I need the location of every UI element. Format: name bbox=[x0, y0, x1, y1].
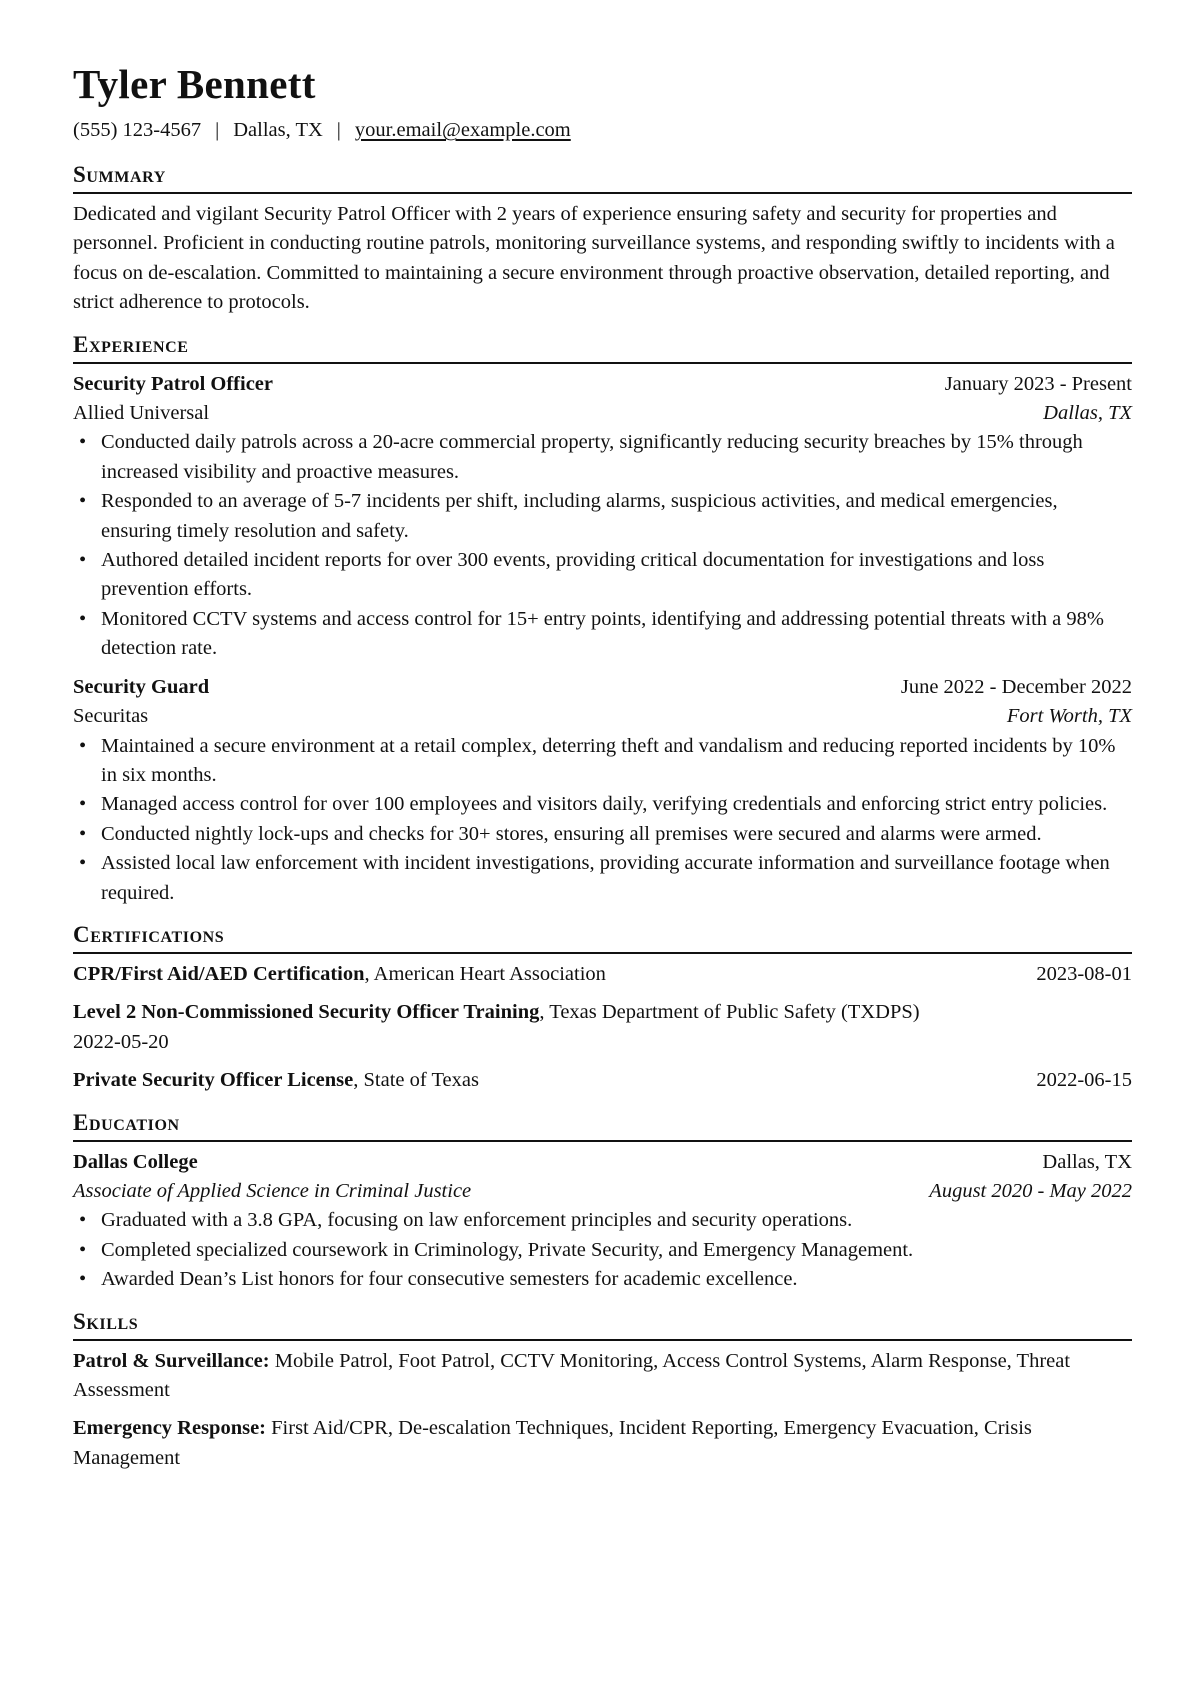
job-entry bbox=[73, 673, 1132, 908]
degree: Associate of Applied Science in Criminal Justice bbox=[73, 1179, 472, 1202]
school-location: Dallas, TX bbox=[1042, 1150, 1132, 1173]
job-entry bbox=[73, 370, 1132, 664]
cert-issuer: , American Heart Association bbox=[364, 962, 606, 985]
resume-page bbox=[73, 60, 1132, 1486]
bullet-item: • Awarded Dean’s List honors for four consecutive semesters for academic excellence. bbox=[73, 1265, 1132, 1294]
company: Securitas bbox=[73, 705, 149, 728]
experience-section bbox=[73, 331, 1132, 908]
bullet-list bbox=[73, 428, 1132, 663]
separator: | bbox=[215, 119, 220, 141]
skills-section bbox=[73, 1308, 1132, 1474]
bullet-list bbox=[73, 732, 1132, 908]
email-link[interactable]: your.email@example.com bbox=[354, 119, 571, 141]
job-title: Security Guard bbox=[73, 675, 210, 698]
cert-entry bbox=[73, 960, 1132, 989]
skill-list: Mobile Patrol, Foot Patrol, CCTV Monitoring, Access Control Systems, Alarm Response, Threat Assessment bbox=[73, 1349, 1071, 1401]
skill-category: Patrol & Surveillance: bbox=[73, 1349, 270, 1372]
section-heading: Skills bbox=[73, 1308, 1132, 1341]
candidate-name: Tyler Bennett bbox=[73, 61, 316, 107]
summary-section bbox=[73, 161, 1132, 318]
cert-name: CPR/First Aid/AED Certification bbox=[73, 962, 365, 985]
cert-issuer: , Texas Department of Public Safety (TXDPS) bbox=[539, 1001, 920, 1024]
company: Allied Universal bbox=[73, 402, 210, 425]
separator: | bbox=[336, 119, 341, 141]
cert-entry bbox=[73, 998, 1132, 1057]
job-location: Fort Worth, TX bbox=[1006, 705, 1132, 728]
section-heading: Summary bbox=[73, 161, 1132, 194]
bullet-item: • Conducted nightly lock-ups and checks for 30+ stores, ensuring all premises were secured and alarms were armed. bbox=[73, 820, 1132, 849]
summary-text: Dedicated and vigilant Security Patrol Officer with 2 years of experience ensuring safety and security for properties and personnel. Proficient in conducting routine patrols, monitoring surveillance systems, and responding swiftly to incidents with a focus on de-escalation. Committed to maintaining a secure environment through proactive observation, detailed reporting, and strict adherence to protocols. bbox=[73, 203, 1115, 314]
bullet-item: • Managed access control for over 100 employees and visitors daily, verifying credentials and enforcing strict entry policies. bbox=[73, 790, 1132, 819]
section-heading: Experience bbox=[73, 331, 1132, 364]
section-heading: Education bbox=[73, 1109, 1132, 1142]
phone: (555) 123-4567 bbox=[73, 119, 202, 141]
section-heading: Certifications bbox=[73, 921, 1132, 954]
bullet-item: • Graduated with a 3.8 GPA, focusing on law enforcement principles and security operations. bbox=[73, 1206, 1132, 1235]
skill-category: Emergency Response: bbox=[73, 1417, 267, 1440]
bullet-item: • Monitored CCTV systems and access control for 15+ entry points, identifying and addressing potential threats with a 98% detection rate. bbox=[73, 605, 1132, 664]
job-title: Security Patrol Officer bbox=[73, 372, 273, 395]
location: Dallas, TX bbox=[233, 119, 323, 141]
contact-line bbox=[73, 116, 1132, 145]
skill-entry bbox=[73, 1414, 1132, 1473]
school-name: Dallas College bbox=[73, 1150, 198, 1173]
job-location: Dallas, TX bbox=[1043, 402, 1132, 425]
cert-date: 2023-08-01 bbox=[1036, 962, 1132, 985]
bullet-item: • Conducted daily patrols across a 20-acre commercial property, significantly reducing security breaches by 15% through increased visibility and proactive measures. bbox=[73, 428, 1132, 487]
cert-date: 2022-06-15 bbox=[1036, 1069, 1132, 1092]
bullet-item: • Completed specialized coursework in Criminology, Private Security, and Emergency Management. bbox=[73, 1236, 1132, 1265]
job-dates: June 2022 - December 2022 bbox=[900, 675, 1132, 698]
cert-entry bbox=[73, 1066, 1132, 1095]
bullet-item: • Responded to an average of 5-7 incidents per shift, including alarms, suspicious activities, and medical emergencies, ensuring timely resolution and safety. bbox=[73, 487, 1132, 546]
bullet-item: • Maintained a secure environment at a retail complex, deterring theft and vandalism and reducing reported incidents by 10% in six months. bbox=[73, 732, 1132, 791]
education-section bbox=[73, 1109, 1132, 1295]
education-dates: August 2020 - May 2022 bbox=[929, 1179, 1132, 1202]
job-dates: January 2023 - Present bbox=[944, 372, 1132, 395]
bullet-item: • Assisted local law enforcement with incident investigations, providing accurate information and surveillance footage when required. bbox=[73, 849, 1132, 908]
skill-list: First Aid/CPR, De-escalation Techniques, Incident Reporting, Emergency Evacuation, Crisis Management bbox=[73, 1417, 1032, 1469]
cert-date: 2022-05-20 bbox=[73, 1030, 169, 1053]
bullet-item: • Authored detailed incident reports for over 300 events, providing critical documentation for investigations and loss prevention efforts. bbox=[73, 546, 1132, 605]
skill-entry bbox=[73, 1347, 1132, 1406]
cert-name: Level 2 Non-Commissioned Security Officer Training bbox=[73, 1001, 540, 1024]
cert-issuer: , State of Texas bbox=[353, 1069, 479, 1092]
bullet-list bbox=[73, 1206, 1132, 1294]
cert-name: Private Security Officer License bbox=[73, 1069, 354, 1092]
certifications-section bbox=[73, 921, 1132, 1096]
